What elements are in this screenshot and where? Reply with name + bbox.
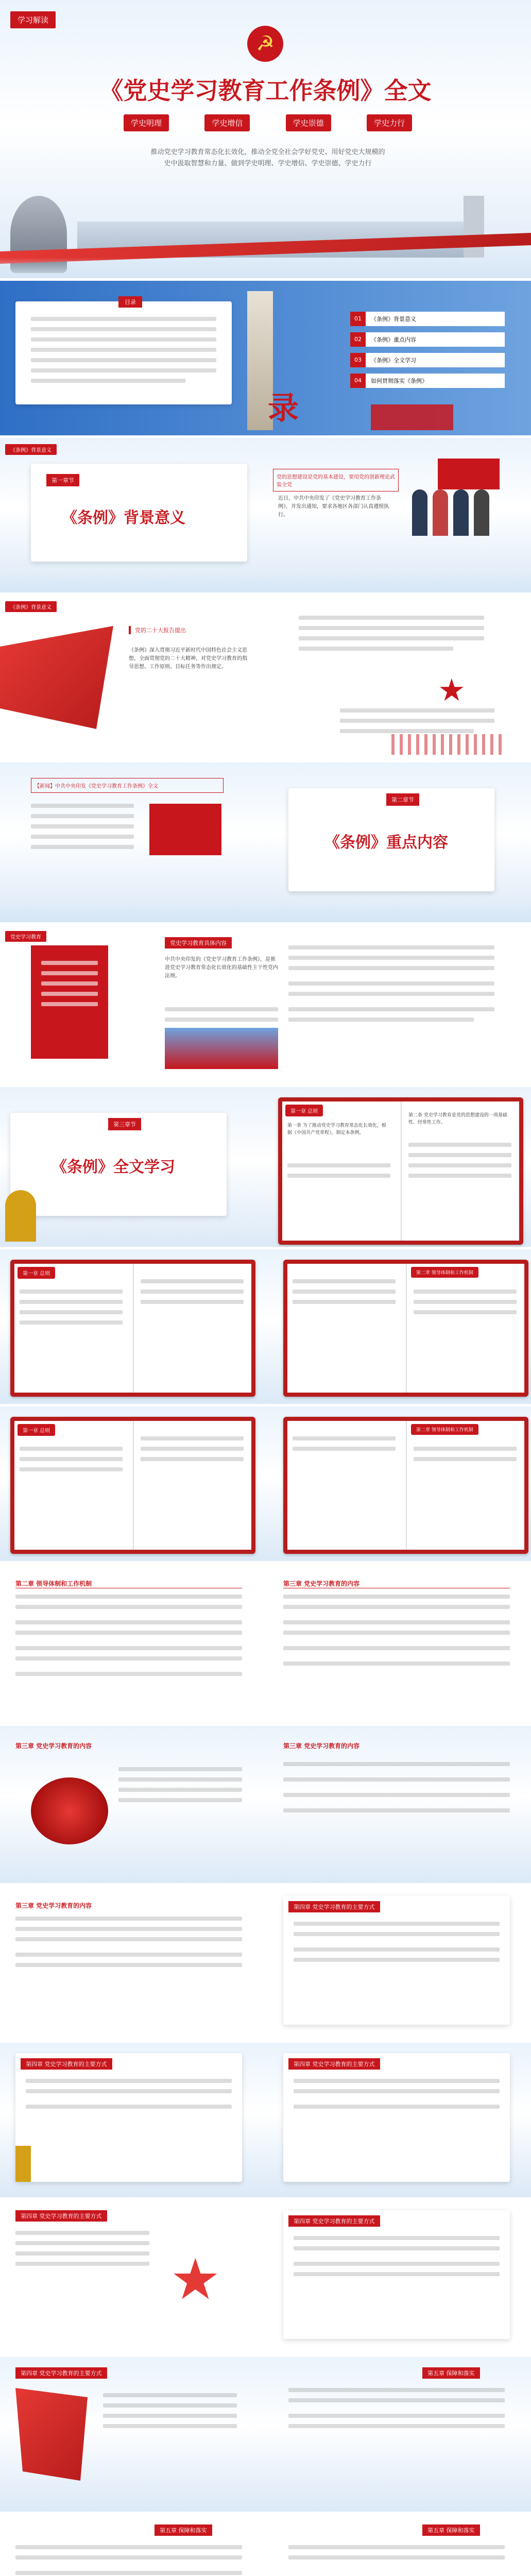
section1-slide [0, 438, 531, 592]
contents-tab: 目录 [118, 296, 142, 308]
books-slide-8 [0, 1249, 531, 1404]
section-header-tag-3: 党史学习教育 [5, 931, 46, 942]
section2-number: 第二章节 [386, 793, 419, 806]
slide14-right-head: 第四章 党史学习教育的主要方式 [288, 2215, 380, 2227]
section1-number: 第一章节 [46, 474, 79, 486]
tiananmen-image [149, 804, 221, 855]
section1-title: 《条例》背景意义 [62, 509, 185, 527]
golden-emblem-image [5, 1190, 36, 1242]
cover-button-2: 学史增信 [204, 114, 250, 131]
slide-14 [0, 2200, 531, 2354]
chapter1-article2: 第二条 党史学习教育是党的思想建设的一项基础性、经常性工作。 [408, 1113, 507, 1125]
book-left-2-pill: 第一章 总则 [18, 1424, 55, 1436]
huabiao-small [15, 2146, 31, 2182]
slide-4 [0, 595, 531, 760]
slide-15 [0, 2357, 531, 2512]
section1-card [31, 464, 247, 562]
slide-6 [0, 925, 531, 1084]
slide-12 [0, 1886, 531, 2040]
slide10-left-head: 第二章 领导体制和工作机制 [15, 1579, 242, 1588]
section2-wave [0, 902, 531, 922]
section1-text: 近日，中共中央印发了《党史学习教育工作条例》，并发出通知，要求各地区各部门认真遵照执行。 [278, 496, 389, 518]
book-left-1-pill: 第一章 总则 [18, 1267, 55, 1279]
cover-buttons [124, 114, 412, 131]
cover-button-3: 学史崇德 [286, 114, 331, 131]
book-right-2-pill: 第二章 领导体制和工作机制 [411, 1424, 478, 1435]
chapter1-pill: 第一章 总则 [285, 1105, 323, 1116]
big-star-icon: ★ [170, 2246, 221, 2312]
flower-decoration [391, 734, 505, 755]
slide10-right-head: 第三章 党史学习教育的内容 [283, 1579, 510, 1588]
slide4-text: 《条例》深入贯彻习近平新时代中国特色社会主义思想，全面贯彻党的二十大精神，对党史学习教育的指导思想、工作原则、目标任务等作出规定。 [129, 648, 247, 670]
section2-slide [0, 762, 531, 922]
slide11-left-head: 第三章 党史学习教育的内容 [15, 1742, 92, 1750]
contents-item-4[interactable]: 04 如何贯彻落实《条例》 [350, 374, 505, 388]
slide6-red-panel [31, 945, 108, 1059]
slide5-box: 【新闻】中共中央印发《党史学习教育工作条例》全文 [31, 778, 224, 793]
slide16-right-head: 第五章 保障和落实 [422, 2524, 480, 2536]
waving-flag-image [15, 2388, 88, 2481]
slide14-left-head: 第四章 党史学习教育的主要方式 [15, 2210, 107, 2222]
books-slide-9 [0, 1406, 531, 1561]
slide14-right-card [283, 2210, 510, 2339]
globe-flag-image [31, 1777, 108, 1844]
section3-card [10, 1113, 227, 1216]
contents-list [350, 312, 505, 388]
chapter1-article1: 第一条 为了推动党史学习教育常态化长效化，根据《中国共产党章程》，制定本条例。 [287, 1123, 386, 1136]
cover-slide [0, 0, 531, 278]
section1-wave [0, 572, 531, 592]
contents-chinese-character: 录 [268, 391, 299, 427]
red-flag-image [0, 626, 113, 729]
slide11-right-head: 第三章 党史学习教育的内容 [283, 1742, 360, 1750]
slide13-right-head: 第四章 党史学习教育的主要方式 [288, 2058, 380, 2070]
section-header-tag: 《条例》背景意义 [5, 444, 57, 455]
slide6-text: 中共中央印发的《党史学习教育工作条例》，是推进党史学习教育常态化长效化的基础性主干性党内法规。 [165, 957, 278, 979]
section3-slide [0, 1087, 531, 1247]
slide-11 [0, 1726, 531, 1883]
monument-image [464, 196, 484, 258]
section2-card [288, 788, 494, 891]
section-header-tag-2: 《条例》背景意义 [5, 601, 57, 612]
slide15-left-head: 第四章 党史学习教育的主要方式 [15, 2367, 107, 2379]
section2-title: 《条例》重点内容 [324, 834, 448, 852]
section3-number: 第三章节 [108, 1118, 141, 1130]
slide-16 [0, 2514, 531, 2576]
slide4-box: 党的二十大报告提出 [129, 626, 217, 634]
slide-13 [0, 2043, 531, 2197]
slide12-left-head: 第三章 党史学习教育的内容 [15, 1902, 92, 1909]
contents-item-1[interactable]: 01 《条例》背景意义 [350, 312, 505, 326]
cover-wave [0, 258, 531, 278]
party-emblem-icon: ☭ [247, 26, 283, 62]
cover-description: 推动党史学习教育常态化长效化，推动全党全社会学好党史、用好党史大规模的 史中汲取智慧和力量、做到学史明理、学史增信、学史崇德、学史力行 [150, 148, 385, 167]
slide13-right-card [283, 2053, 510, 2182]
book-right-2 [283, 1417, 528, 1554]
slide-10 [0, 1564, 531, 1723]
slide6-head: 党史学习教育具体内容 [165, 937, 232, 948]
contents-item-2[interactable]: 02 《条例》重点内容 [350, 332, 505, 347]
chapter1-book [278, 1097, 523, 1245]
star-icon: ★ [438, 672, 466, 708]
cover-button-4: 学史力行 [367, 114, 412, 131]
cover-title: 《党史学习教育工作条例》全文 [99, 77, 432, 105]
cover-tag: 学习解读 [10, 11, 56, 28]
book-right-1 [283, 1260, 528, 1397]
slide16-left-head: 第五章 保障和落实 [155, 2524, 212, 2536]
book-right-1-pill: 第二章 领导体制和工作机制 [411, 1267, 478, 1278]
tiananmen-photo [165, 1028, 278, 1069]
book-left-2 [10, 1417, 255, 1554]
slide12-right-head: 第四章 党史学习教育的主要方式 [288, 1901, 380, 1912]
contents-slide [0, 281, 531, 435]
section3-title: 《条例》全文学习 [52, 1158, 175, 1176]
book-left-1 [10, 1260, 255, 1397]
slide15-right-head: 第五章 保障和落实 [422, 2367, 480, 2379]
slide13-left-card [15, 2053, 242, 2182]
cover-button-1: 学史明理 [124, 114, 169, 131]
contents-card [15, 301, 232, 404]
contents-item-3[interactable]: 03 《条例》全文学习 [350, 353, 505, 367]
section1-info-box: 党的思想建设是党的基本建设，要用党的创新理论武装全党 [273, 469, 399, 492]
people-flag-image [407, 459, 510, 536]
gate-image [371, 404, 453, 430]
slide13-left-head: 第四章 党史学习教育的主要方式 [21, 2058, 112, 2070]
slide12-right-card [283, 1896, 510, 2025]
